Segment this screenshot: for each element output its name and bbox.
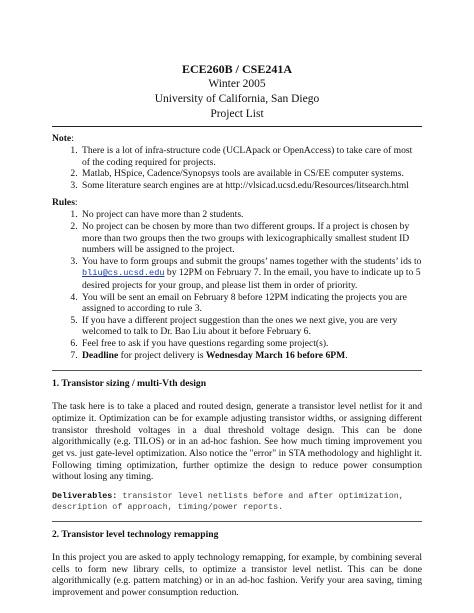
course-code: ECE260B / CSE241A — [181, 62, 293, 76]
rule-item: 5. If you have a different project suggestion than the ones we next give, you are very welcomed to talk to Dr. Bao Liu about it before February 6. — [80, 315, 422, 338]
rule-item: 1. No project can have more than 2 students. — [80, 209, 422, 221]
rule-item: 4. You will be sent an email on February 8 before 12PM indicating the projects you are assigned to according to rule 3. — [80, 292, 422, 315]
note-item: 2. Matlab, HSpice, Cadence/Synopsys tools are available in CS/EE computer systems. — [80, 168, 422, 180]
deadline-date: Wednesday March 16 before 6PM — [205, 349, 346, 361]
section-1-deliverables: Deliverables: transistor level netlists before and after optimization, description of approach, timing/power reports. — [52, 491, 404, 512]
note-list — [52, 145, 422, 191]
document-title: Project List — [210, 108, 264, 120]
note-item: 1. There is a lot of infra-structure code (UCLApack or OpenAccess) to take care of most of the coding required for projects. — [80, 145, 422, 168]
rule-item: 3. You have to form groups and submit the groups’ names together with the students’ ids to bliu@cs.ucsd.edu by 12PM on February 7. In the email, you have to indicate up to 5 desired projects for your group, and please list them in order of priority. — [80, 256, 422, 292]
note-item: 3. Some literature search engines are at http://vlsicad.ucsd.edu/Resources/litsearch.html — [80, 180, 422, 192]
section-divider — [52, 370, 422, 371]
header-divider — [52, 126, 422, 127]
section-2-title: 2. Transistor level technology remapping — [52, 529, 219, 541]
rule-item-deadline: 7. Deadline for project delivery is Wednesday March 16 before 6PM. — [80, 350, 422, 362]
section-divider — [52, 521, 422, 522]
section-1-paragraph: The task here is to take a placed and routed design, generate a transistor level netlist for it and optimize it. Optimization can be for example adjusting transistor widths, or assigning different transistor threshold voltages in a dual threshold voltage design. This can be done algorithmically (e.g. TILOS) or in an ad-hoc fashion. See how much timing improvement you get vs. just gate-level optimization. Also notice the "error" in STA methodology and highlight it. Following timing optimization, further optimize the design to reduce power consumption without losing any timing. — [52, 401, 422, 483]
document-header — [52, 62, 422, 122]
rules-list — [52, 209, 422, 361]
note-label: Note: — [52, 133, 74, 144]
university: University of California, San Diego — [154, 93, 320, 105]
email-link[interactable]: bliu@cs.ucsd.edu — [82, 268, 165, 279]
rules-label: Rules: — [52, 197, 78, 209]
section-1-title: 1. Transistor sizing / multi-Vth design — [52, 378, 207, 390]
section-2-paragraph: In this project you are asked to apply technology remapping, for example, by combining several cells to form new library cells, to optimize a transistor level netlist. This can be done algorithmically (e.g. pattern matching) or in an ad-hoc fashion. Verify your area saving, timing improvement and power consumption reduction. — [52, 552, 422, 599]
term: Winter 2005 — [208, 78, 266, 90]
rule-item: 2. No project can be chosen by more than two different groups. If a project is chosen by more than two groups then the two groups with lexicographically smallest student ID numbers will be assigned to the project. — [80, 221, 422, 256]
rule-item: 6. Feel free to ask if you have questions regarding some project(s). — [80, 338, 422, 350]
